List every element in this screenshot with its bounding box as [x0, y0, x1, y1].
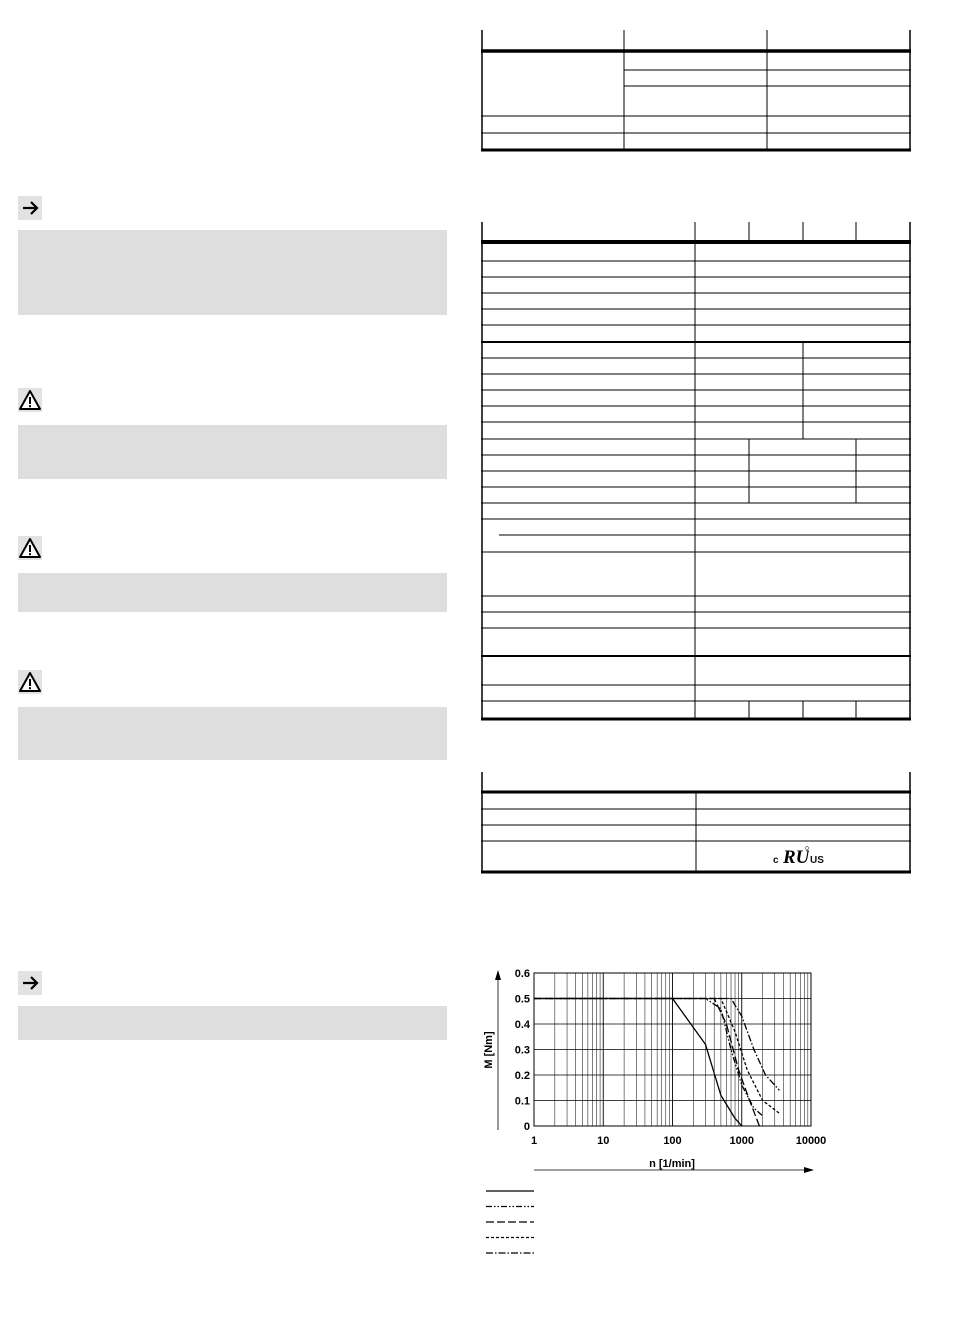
x-axis-arrowhead — [804, 1167, 814, 1173]
y-tick-label: 0 — [523, 1121, 530, 1133]
note-text-box-2 — [18, 1006, 447, 1040]
x-tick-label: 10 — [597, 1135, 610, 1147]
note-arrow-2 — [18, 971, 42, 995]
arrow-right-icon — [18, 196, 42, 220]
warning-triangle-icon — [18, 388, 42, 412]
series-line-5 — [534, 999, 779, 1091]
y-axis-arrowhead — [495, 970, 501, 980]
series-line-3 — [534, 999, 759, 1127]
note-arrow-1 — [18, 196, 42, 220]
torque-speed-chart — [470, 960, 850, 1260]
y-tick-label: 0.6 — [514, 968, 530, 980]
table-1-grid — [481, 30, 911, 153]
y-axis-label: M [Nm] — [483, 1031, 495, 1069]
warning-icon-box-1 — [18, 388, 42, 412]
series-line-1 — [534, 999, 742, 1127]
y-tick-label: 0.2 — [514, 1070, 530, 1082]
warning-icon-box-3 — [18, 670, 42, 694]
arrow-right-icon — [18, 971, 42, 995]
y-tick-label: 0.1 — [514, 1095, 530, 1108]
x-tick-label: 10000 — [795, 1135, 827, 1147]
x-tick-label: 1 — [530, 1135, 538, 1147]
y-tick-label: 0.3 — [514, 1044, 530, 1057]
series-line-4 — [534, 999, 779, 1114]
warning-text-box-1 — [18, 425, 447, 479]
y-tick-label: 0.5 — [514, 993, 530, 1006]
ul-mark-icon — [781, 846, 809, 866]
warning-icon-box-2 — [18, 536, 42, 560]
table-1 — [481, 30, 911, 153]
warning-triangle-icon — [18, 670, 42, 694]
table-3 — [481, 772, 911, 876]
x-axis-label: n [1/min] — [649, 1158, 695, 1170]
table-2 — [481, 222, 911, 722]
ul-certification-logo: c RU US — [773, 847, 824, 866]
warning-text-box-2 — [18, 573, 447, 612]
table-2-grid — [481, 222, 911, 722]
warning-text-box-3 — [18, 707, 447, 760]
y-tick-label: 0.4 — [514, 1019, 530, 1031]
x-tick-label: 1000 — [729, 1135, 754, 1147]
note-text-box-1 — [18, 230, 447, 315]
warning-triangle-icon — [18, 536, 42, 560]
table-3-grid — [481, 772, 911, 876]
svg-text:RU: RU — [783, 847, 809, 866]
x-tick-label: 100 — [663, 1135, 682, 1147]
